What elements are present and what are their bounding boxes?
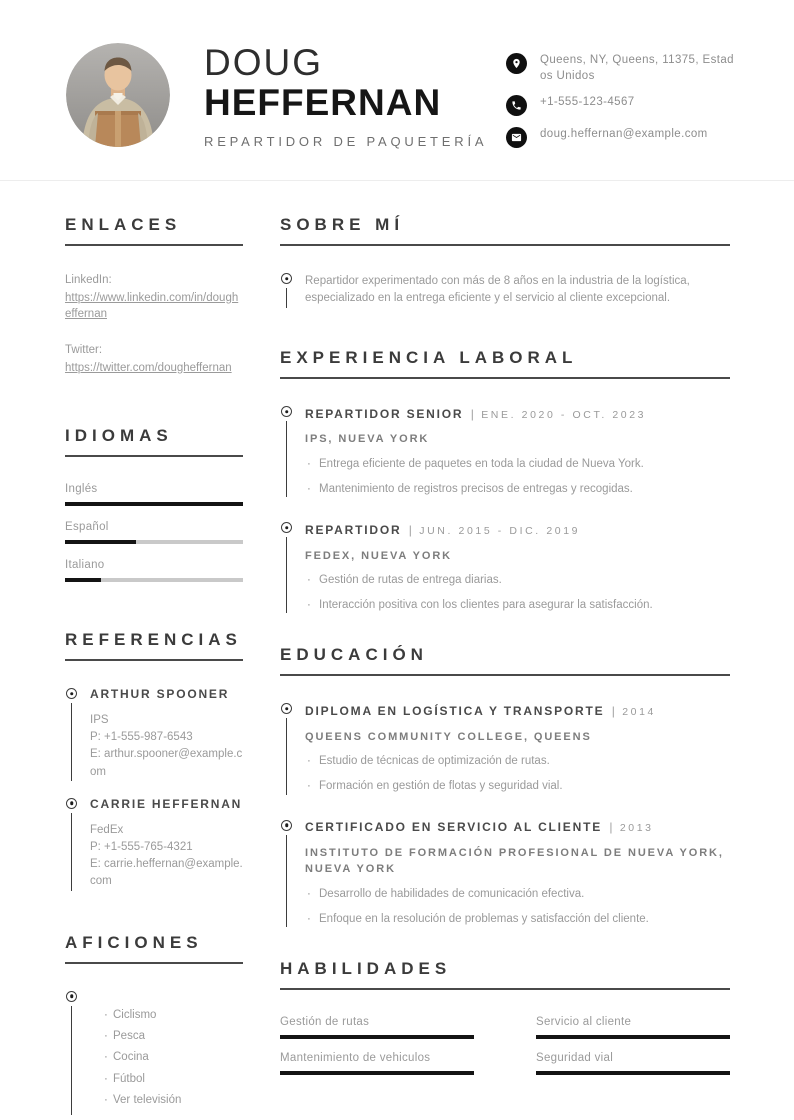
hobby-item bbox=[102, 1072, 243, 1087]
hobby-label: Ver televisión bbox=[113, 1094, 182, 1107]
degree-dates: 2013 bbox=[619, 822, 654, 835]
education-content bbox=[305, 702, 730, 794]
reference-phone: P: +1-555-765-4321 bbox=[90, 840, 193, 853]
entry-marker bbox=[280, 272, 293, 308]
link-item-twitter bbox=[65, 342, 243, 376]
reference-entry bbox=[65, 797, 243, 891]
reference-company: FedEx bbox=[90, 823, 124, 836]
reference-name: CARRIE HEFFERNAN bbox=[90, 796, 243, 811]
bullet-dot: · bbox=[307, 887, 311, 900]
header bbox=[0, 0, 794, 181]
phone-icon bbox=[506, 95, 527, 116]
linkedin-link[interactable]: https://www.linkedin.com/in/dougheffernan bbox=[65, 291, 239, 321]
skill-name: Mantenimiento de vehiculos bbox=[280, 1052, 431, 1065]
entry-marker bbox=[280, 702, 293, 794]
school-name: INSTITUTO DE FORMACIÓN PROFESIONAL DE NUEVA YORK, NUEVA YORK bbox=[305, 846, 724, 876]
section-references bbox=[65, 630, 243, 890]
hobbies-content bbox=[90, 990, 243, 1115]
section-skills bbox=[280, 959, 730, 1075]
separator: | bbox=[609, 820, 613, 835]
job-bullet-item bbox=[305, 456, 730, 473]
hobby-item bbox=[102, 1008, 243, 1023]
hobby-item bbox=[102, 1093, 243, 1108]
reference-phone: P: +1-555-987-6543 bbox=[90, 731, 193, 744]
experience-content bbox=[305, 521, 730, 613]
education-bullets bbox=[305, 886, 730, 927]
name-block bbox=[204, 43, 496, 149]
linkedin-label: LinkedIn: bbox=[65, 274, 112, 286]
entry-bullet-icon bbox=[281, 273, 292, 284]
references-heading: REFERENCIAS bbox=[65, 630, 243, 661]
hobbies-entry bbox=[65, 990, 243, 1115]
skill-bar bbox=[280, 1071, 474, 1075]
section-about bbox=[280, 215, 730, 308]
bullet-text: Mantenimiento de registros precisos de entregas y recogidas. bbox=[319, 482, 633, 495]
contact-location-row bbox=[506, 53, 734, 84]
skills-heading: HABILIDADES bbox=[280, 959, 730, 990]
job-company: FEDEX, NUEVA YORK bbox=[305, 549, 453, 562]
contact-phone-text: +1-555-123-4567 bbox=[540, 96, 635, 109]
language-bar-track bbox=[65, 502, 243, 506]
degree-title: DIPLOMA EN LOGÍSTICA Y TRANSPORTE bbox=[305, 703, 605, 718]
job-bullet-item bbox=[305, 481, 730, 498]
language-bar-track bbox=[65, 540, 243, 544]
about-heading: SOBRE MÍ bbox=[280, 215, 730, 246]
envelope-icon bbox=[506, 127, 527, 148]
hobby-bullet: · bbox=[104, 1094, 108, 1107]
bullet-text: Estudio de técnicas de optimización de rutas. bbox=[319, 755, 550, 768]
skill-bar bbox=[280, 1035, 474, 1039]
job-title: REPARTIDOR DE PAQUETERÍA bbox=[204, 133, 488, 149]
education-bullet-item bbox=[305, 753, 730, 770]
reference-content bbox=[90, 797, 243, 891]
education-title-row bbox=[305, 819, 730, 836]
bullet-text: Enfoque en la resolución de problemas y satisfacción del cliente. bbox=[319, 912, 649, 925]
degree-dates: 2014 bbox=[622, 705, 656, 718]
hobby-label: Cocina bbox=[113, 1051, 149, 1064]
hobby-label: Fútbol bbox=[113, 1072, 145, 1085]
section-education bbox=[280, 645, 730, 927]
entry-timeline-line bbox=[71, 703, 73, 781]
experience-entry bbox=[280, 405, 730, 521]
section-hobbies bbox=[65, 933, 243, 1115]
bullet-text: Gestión de rutas de entrega diarias. bbox=[319, 574, 502, 587]
experience-title-row bbox=[305, 521, 730, 538]
language-item-italian bbox=[65, 559, 243, 582]
entry-timeline-line bbox=[286, 288, 288, 308]
entry-bullet-icon bbox=[281, 406, 292, 417]
education-bullets bbox=[305, 753, 730, 794]
profile-photo-illustration bbox=[66, 43, 170, 147]
entry-marker bbox=[280, 819, 293, 928]
entry-timeline-line bbox=[71, 813, 73, 891]
contact-block bbox=[506, 43, 734, 159]
language-item-english bbox=[65, 483, 243, 506]
education-entry bbox=[280, 819, 730, 928]
entry-marker bbox=[65, 990, 78, 1115]
language-bar-track bbox=[65, 578, 243, 582]
entry-marker bbox=[65, 797, 78, 891]
job-bullet-item bbox=[305, 597, 730, 614]
skill-item bbox=[280, 1016, 474, 1039]
hobby-bullet: · bbox=[104, 1008, 108, 1021]
sidebar-column bbox=[65, 215, 243, 1115]
skill-name: Servicio al cliente bbox=[536, 1016, 632, 1029]
experience-content bbox=[305, 405, 730, 497]
skill-name: Seguridad vial bbox=[536, 1052, 614, 1065]
reference-email: E: carrie.heffernan@example.com bbox=[90, 858, 243, 888]
separator: | bbox=[470, 406, 474, 421]
education-bullet-item bbox=[305, 886, 730, 903]
hobbies-heading: AFICIONES bbox=[65, 933, 243, 964]
bullet-dot: · bbox=[307, 755, 311, 768]
school-name: QUEENS COMMUNITY COLLEGE, QUEENS bbox=[305, 730, 592, 743]
experience-title-row bbox=[305, 405, 730, 422]
education-bullet-item bbox=[305, 911, 730, 928]
job-company: IPS, NUEVA YORK bbox=[305, 433, 430, 446]
contact-phone-row bbox=[506, 95, 734, 116]
hobby-bullet: · bbox=[104, 1051, 108, 1064]
bullet-dot: · bbox=[307, 457, 311, 470]
skill-bar bbox=[536, 1035, 730, 1039]
section-languages bbox=[65, 426, 243, 582]
link-item-linkedin bbox=[65, 272, 243, 323]
languages-heading: IDIOMAS bbox=[65, 426, 243, 457]
language-bar-fill bbox=[65, 578, 101, 582]
contact-location-text: Queens, NY, Queens, 11375, Estados Unidos bbox=[540, 54, 734, 82]
hobby-bullet: · bbox=[104, 1029, 108, 1042]
contact-email-row bbox=[506, 127, 734, 148]
about-entry bbox=[280, 272, 730, 308]
job-dates: ENE. 2020 - OCT. 2023 bbox=[481, 408, 647, 421]
bullet-text: Formación en gestión de flotas y seguridad vial. bbox=[319, 779, 563, 792]
bullet-dot: · bbox=[307, 574, 311, 587]
bullet-dot: · bbox=[307, 912, 311, 925]
reference-details bbox=[90, 822, 243, 891]
job-role: REPARTIDOR SENIOR bbox=[305, 406, 464, 421]
job-dates: JUN. 2015 - DIC. 2019 bbox=[419, 524, 581, 537]
entry-timeline-line bbox=[286, 421, 288, 497]
separator: | bbox=[611, 703, 615, 718]
skill-item bbox=[280, 1052, 474, 1075]
bullet-text: Entrega eficiente de paquetes en toda la ciudad de Nueva York. bbox=[319, 457, 644, 470]
entry-marker bbox=[280, 521, 293, 613]
entry-timeline-line bbox=[71, 1006, 73, 1115]
twitter-link[interactable]: https://twitter.com/dougheffernan bbox=[65, 361, 232, 374]
entry-bullet-icon bbox=[281, 820, 292, 831]
language-bar-fill bbox=[65, 502, 243, 506]
reference-company: IPS bbox=[90, 713, 109, 726]
contact-email-text: doug.heffernan@example.com bbox=[540, 128, 708, 141]
reference-details bbox=[90, 712, 243, 781]
about-text: Repartidor experimentado con más de 8 años en la industria de la logística, especializado en la entrega eficiente y el servicio al cliente excepcional. bbox=[305, 274, 690, 305]
profile-photo bbox=[66, 43, 170, 147]
separator: | bbox=[408, 522, 412, 537]
job-bullet-item bbox=[305, 572, 730, 589]
location-pin-icon bbox=[506, 53, 527, 74]
language-bar-fill bbox=[65, 540, 136, 544]
job-bullets bbox=[305, 572, 730, 613]
entry-bullet-icon bbox=[281, 522, 292, 533]
bullet-dot: · bbox=[307, 482, 311, 495]
hobby-label: Ciclismo bbox=[113, 1008, 157, 1021]
education-entry bbox=[280, 702, 730, 818]
hobby-label: Pesca bbox=[113, 1029, 145, 1042]
entry-bullet-icon bbox=[66, 991, 77, 1002]
skill-item bbox=[536, 1052, 730, 1075]
experience-heading: EXPERIENCIA LABORAL bbox=[280, 348, 730, 379]
first-name: DOUG bbox=[204, 42, 323, 83]
bullet-dot: · bbox=[307, 779, 311, 792]
entry-bullet-icon bbox=[66, 798, 77, 809]
education-title-row bbox=[305, 702, 730, 719]
entry-marker bbox=[65, 687, 78, 781]
job-bullets bbox=[305, 456, 730, 497]
skill-bar bbox=[536, 1071, 730, 1075]
job-role: REPARTIDOR bbox=[305, 522, 402, 537]
entry-bullet-icon bbox=[281, 703, 292, 714]
bullet-text: Interacción positiva con los clientes para asegurar la satisfacción. bbox=[319, 598, 653, 611]
education-bullet-item bbox=[305, 778, 730, 795]
body-columns bbox=[0, 181, 794, 1115]
language-name: Español bbox=[65, 521, 109, 534]
entry-timeline-line bbox=[286, 835, 288, 928]
language-name: Italiano bbox=[65, 559, 105, 572]
main-column bbox=[280, 215, 730, 1115]
links-heading: ENLACES bbox=[65, 215, 243, 246]
entry-timeline-line bbox=[286, 537, 288, 613]
reference-entry bbox=[65, 687, 243, 797]
entry-marker bbox=[280, 405, 293, 497]
language-name: Inglés bbox=[65, 483, 98, 496]
hobby-item bbox=[102, 1050, 243, 1065]
skills-grid bbox=[280, 1016, 730, 1075]
skill-item bbox=[536, 1016, 730, 1039]
section-experience bbox=[280, 348, 730, 613]
entry-timeline-line bbox=[286, 718, 288, 794]
reference-name: ARTHUR SPOONER bbox=[90, 687, 230, 702]
education-heading: EDUCACIÓN bbox=[280, 645, 730, 676]
skill-name: Gestión de rutas bbox=[280, 1016, 370, 1029]
language-item-spanish bbox=[65, 521, 243, 544]
hobby-bullet: · bbox=[104, 1072, 108, 1085]
hobby-list bbox=[90, 1008, 243, 1109]
bullet-text: Desarrollo de habilidades de comunicación efectiva. bbox=[319, 887, 585, 900]
twitter-label: Twitter: bbox=[65, 344, 103, 357]
degree-title: CERTIFICADO EN SERVICIO AL CLIENTE bbox=[305, 820, 602, 835]
bullet-dot: · bbox=[307, 598, 311, 611]
section-links bbox=[65, 215, 243, 376]
reference-email: E: arthur.spooner@example.com bbox=[90, 748, 243, 778]
education-content bbox=[305, 819, 730, 928]
hobby-item bbox=[102, 1029, 243, 1044]
entry-bullet-icon bbox=[66, 688, 77, 699]
reference-content bbox=[90, 687, 243, 781]
last-name: HEFFERNAN bbox=[204, 81, 442, 123]
experience-entry bbox=[280, 521, 730, 613]
